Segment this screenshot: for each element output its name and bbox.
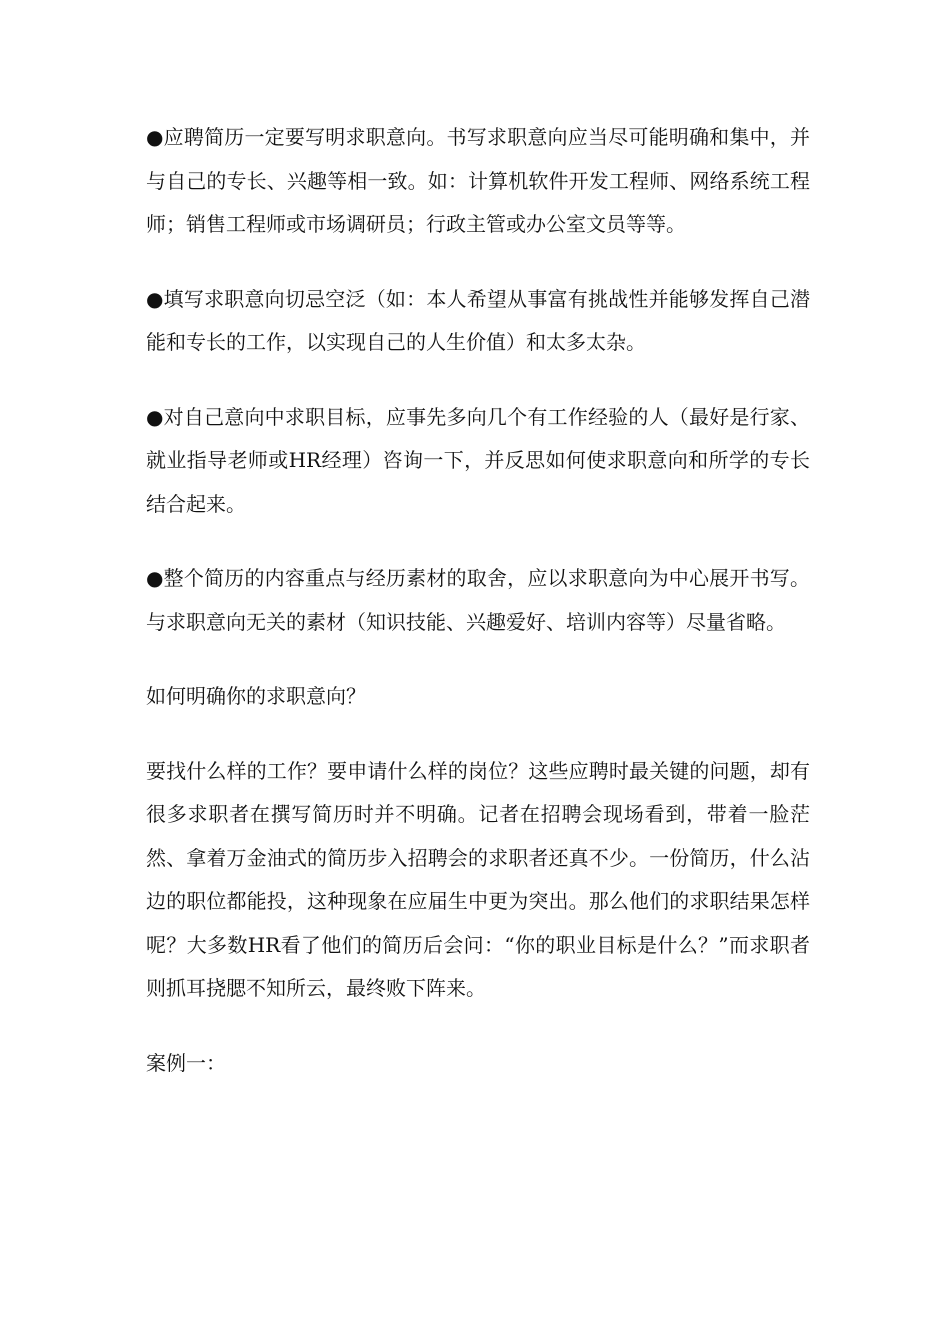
paragraph-avoid-vague-intention: ●填写求职意向切忌空泛（如：本人希望从事富有挑战性并能够发挥自己潜能和专长的工作，以实现自己的人生价值）和太多太杂。 [146, 286, 810, 354]
paragraph-job-seeker-problem: 要找什么样的工作？要申请什么样的岗位？这些应聘时最关键的问题，却有很多求职者在撰写简历时并不明确。记者在招聘会现场看到，带着一脸茫然、拿着万金油式的简历步入招聘会的求职者还真不少。一份简历，什么沾边的职位都能投，这种现象在应届生中更为突出。那么他们的求职结果怎样呢？大多数HR看了他们的简历后会问：“你的职业目标是什么？”而求职者则抓耳挠腮不知所云，最终败下阵来。 [146, 758, 810, 1000]
section-heading-how-to-clarify: 如何明确你的求职意向？ [146, 684, 366, 708]
paragraph-job-intention-clarity: ●应聘简历一定要写明求职意向。书写求职意向应当尽可能明确和集中，并与自己的专长、兴趣等相一致。如：计算机软件开发工程师、网络系统工程师；销售工程师或市场调研员；行政主管或办公室文员等等。 [146, 125, 810, 236]
document-body [146, 116, 810, 1085]
section-heading-case-one: 案例一： [146, 1050, 226, 1075]
paragraph-consult-experts: ●对自己意向中求职目标，应事先多向几个有工作经验的人（最好是行家、就业指导老师或HR经理）咨询一下，并反思如何使求职意向和所学的专长结合起来。 [146, 404, 810, 516]
paragraph-content-focus: ●整个简历的内容重点与经历素材的取舍，应以求职意向为中心展开书写。与求职意向无关的素材（知识技能、兴趣爱好、培训内容等）尽量省略。 [146, 566, 810, 634]
